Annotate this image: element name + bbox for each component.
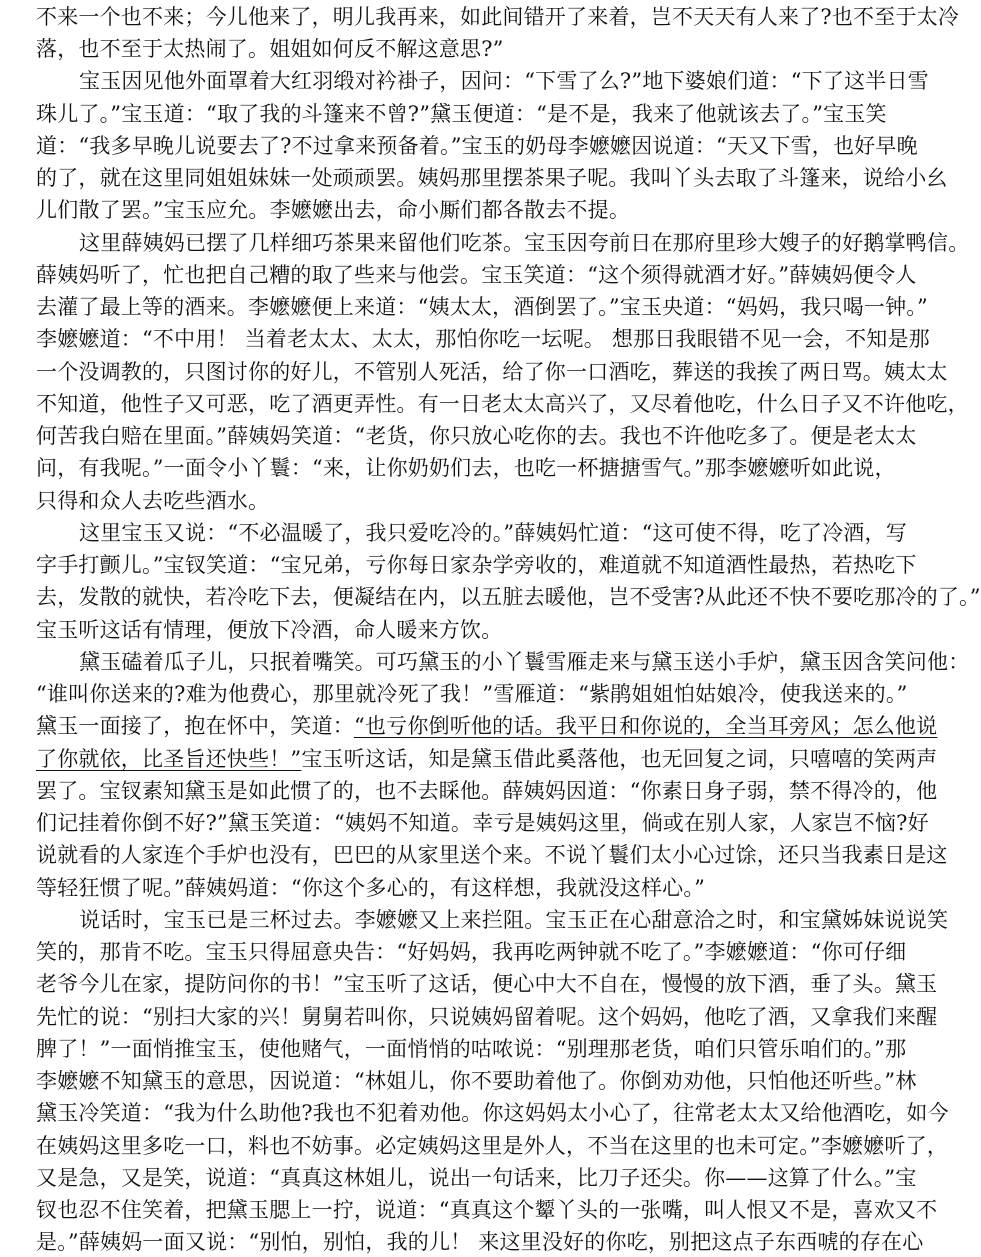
underlined-quote: 了你就依，比圣旨还快些！” xyxy=(36,747,302,771)
paragraph-start: 黛玉磕着瓜子儿，只抿着嘴笑。可巧黛玉的小丫鬟雪雁走来与黛玉送小手炉，黛玉因含笑问他： xyxy=(79,650,970,674)
text-line: 儿们散了罢。”宝玉应允。李嬷嬷出去，命小厮们都各散去不提。 xyxy=(36,198,631,222)
text-line: 珠儿了。”宝玉道：“取了我的斗篷来不曾?”黛玉便道：“是不是，我来了他就该去了。”宝玉笑 xyxy=(36,102,887,126)
text-line: 李嬷嬷道：“不中用！ 当着老太太、太太，那怕你吃一坛呢。 想那日我眼错不见一会，不知是那 xyxy=(36,327,930,351)
line-segment: 黛玉一面接了，抱在怀中，笑道： xyxy=(36,714,354,738)
text-line: 先忙的说：“别扫大家的兴！舅舅若叫你，只说姨妈留着呢。这个妈妈，他吃了酒，又拿我们来醒 xyxy=(36,1005,938,1029)
text-line: 们记挂着你倒不好?”黛玉笑道：“姨妈不知道。幸亏是姨妈这里，倘或在别人家，人家岂不恼?好 xyxy=(36,811,929,835)
text-line: 的了，就在这里同姐姐妹妹一处顽顽罢。姨妈那里摆茶果子呢。我叫丫头去取了斗篷来，说给小幺 xyxy=(36,166,948,190)
text-line: 一个没调教的，只图讨你的好儿，不管别人死活，给了你一口酒吃，葬送的我挨了两日骂。姨太太 xyxy=(36,360,948,384)
text-line: 又是急，又是笑，说道：“真真这林姐儿，说出一句话来，比刀子还尖。你——这算了什么。”宝 xyxy=(36,1166,917,1190)
text-line: 罢了。宝钗素知黛玉是如此惯了的，也不去睬他。薛姨妈因道：“你素日身子弱，禁不得冷的，他 xyxy=(36,779,938,803)
text-line: 黛玉冷笑道：“我为什么助他?我也不犯着劝他。你这妈妈太小心了，往常老太太又给他酒吃，如今 xyxy=(36,1101,949,1125)
text-line: 李嬷嬷不知黛玉的意思，因说道：“林姐儿，你不要助着他了。你倒劝劝他，只怕他还听些。”林 xyxy=(36,1069,917,1093)
line-segment: 宝玉听这话，知是黛玉借此奚落他，也无回复之词，只嘻嘻的笑两声 xyxy=(301,747,938,771)
paragraph-start: 宝玉因见他外面罩着大红羽缎对衿褂子，因问：“下雪了么?”地下婆娘们道：“下了这半日雪 xyxy=(79,69,929,93)
text-line xyxy=(36,744,937,774)
text-line: 薛姨妈听了，忙也把自己糟的取了些来与他尝。宝玉笑道：“这个须得就酒才好。”薛姨妈便令人 xyxy=(36,263,917,287)
paragraph-start: 这里宝玉又说：“不必温暖了，我只爱吃冷的。”薛姨妈忙道：“这可使不得，吃了冷酒，写 xyxy=(79,521,907,545)
text-line: 何苦我白赔在里面。”薛姨妈笑道：“老货，你只放心吃你的去。我也不许他吃多了。便是老太太 xyxy=(36,424,917,448)
text-line: 在姨妈这里多吃一口，料也不妨事。必定姨妈这里是外人，不当在这里的也未可定。”李嬷嬷听了， xyxy=(36,1134,949,1158)
text-line: 去，发散的就快，若冷吃下去，便凝结在内，以五脏去暖他，岂不受害?从此还不快不要吃那冷的了。” xyxy=(36,585,981,609)
text-line: 问，有我呢。”一面令小丫鬟：“来，让你奶奶们去，也吃一杯搪搪雪气。”那李嬷嬷听如此说， xyxy=(36,456,896,480)
paragraph-start: 这里薛姨妈已摆了几样细巧茶果来留他们吃茶。宝玉因夸前日在那府里珍大嫂子的好鹅掌鸭信。 xyxy=(79,231,970,255)
text-line: 等轻狂惯了呢。”薛姨妈道：“你这个多心的，有这样想，我就没这样心。” xyxy=(36,876,706,900)
text-line: 只得和众人去吃些酒水。 xyxy=(36,489,270,513)
underlined-quote: “也亏你倒听他的话。我平日和你说的，全当耳旁风；怎么他说 xyxy=(354,714,938,738)
paragraph-start: 说话时，宝玉已是三杯过去。李嬷嬷又上来拦阻。宝玉正在心甜意洽之时，和宝黛姊妹说说笑 xyxy=(79,908,949,932)
text-line: 是。”薛姨妈一面又说：“别怕，别怕，我的儿！ 来这里没好的你吃，别把这点子东西唬的存在心 xyxy=(36,1230,924,1254)
text-line: “谁叫你送来的?难为他费心，那里就冷死了我！”雪雁道：“紫鹃姐姐怕姑娘冷，使我送来的。” xyxy=(36,682,908,706)
text-line: 钗也忍不住笑着，把黛玉腮上一拧，说道：“真真这个颦丫头的一张嘴，叫人恨又不是，喜欢又不 xyxy=(36,1198,938,1222)
text-line: 去灌了最上等的酒来。李嬷嬷便上来道：“姨太太，酒倒罢了。”宝玉央道：“妈妈，我只喝一钟。” xyxy=(36,295,928,319)
text-line: 笑的，那肯不吃。宝玉只得屈意央告：“好妈妈，我再吃两钟就不吃了。”李嬷嬷道：“你可仔细 xyxy=(36,940,907,964)
text-line: 不来一个也不来；今儿他来了，明儿我再来，如此间错开了来着，岂不天天有人来了?也不至于太冷 xyxy=(36,5,960,29)
text-line: 字手打颤儿。”宝钗笑道：“宝兄弟，亏你每日家杂学旁收的，难道就不知道酒性最热，若热吃下 xyxy=(36,553,917,577)
text-line: 说就看的人家连个手炉也没有，巴巴的从家里送个来。不说丫鬟们太小心过馀，还只当我素日是这 xyxy=(36,843,948,867)
text-line: 宝玉听这话有情理，便放下冷酒，命人暖来方饮。 xyxy=(36,618,503,642)
text-line xyxy=(36,711,937,741)
text-line: 不知道，他性子又可恶，吃了酒更弄性。有一日老太太高兴了，又尽着他吃，什么日子又不许他吃， xyxy=(36,392,969,416)
text-line: 道：“我多早晚儿说要去了?不过拿来预备着。”宝玉的奶母李嬷嬷因说道：“天又下雪，也好早晚 xyxy=(36,134,918,158)
text-line: 老爷今儿在家，提防问你的书！”宝玉听了这话，便心中大不自在，慢慢的放下酒，垂了头。黛玉 xyxy=(36,972,938,996)
text-line: 落，也不至于太热闹了。姐姐如何反不解这意思?” xyxy=(36,37,504,61)
text-line: 脾了！”一面悄推宝玉，使他赌气，一面悄悄的咕哝说：“别理那老货，咱们只管乐咱们的。”那 xyxy=(36,1037,907,1061)
